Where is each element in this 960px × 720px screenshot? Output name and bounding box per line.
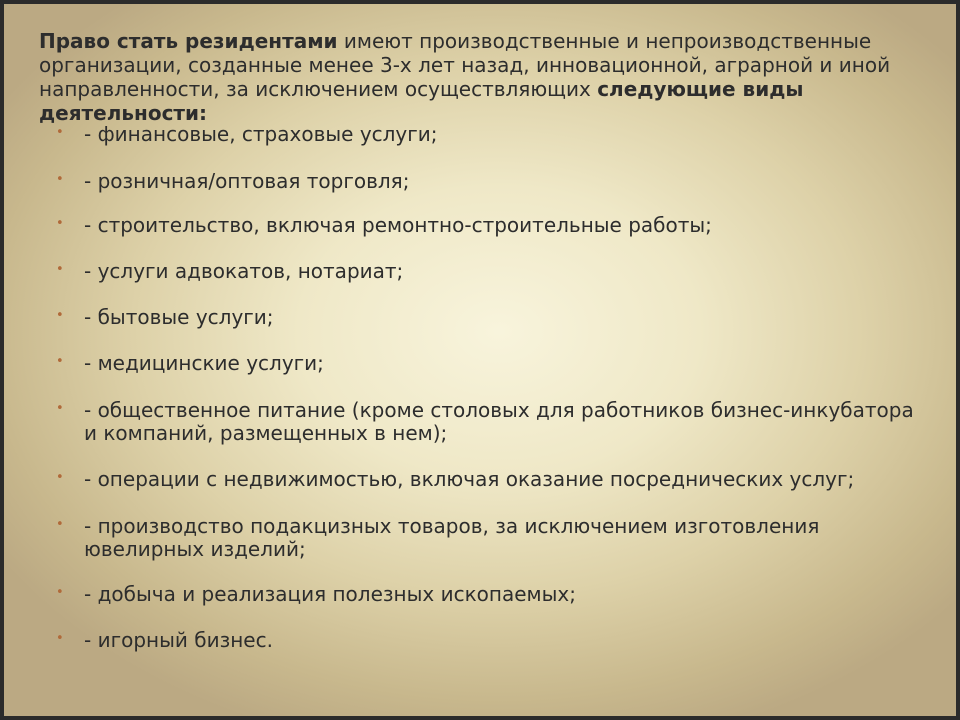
bullet-icon: •	[56, 401, 64, 416]
intro-bold-subject: Право стать резидентами	[39, 29, 338, 53]
bullet-icon: •	[56, 262, 64, 277]
bullet-icon: •	[56, 631, 64, 646]
intro-body-text: имеют производственные и непроизводственные организации, созданные менее 3-х лет назад, инновационной, аграрной и иной направленности, за исключением осуществляющих	[39, 29, 891, 101]
bullet-icon: •	[56, 585, 64, 600]
list-item-text: - добыча и реализация полезных ископаемых;	[84, 582, 576, 606]
list-item-text: - операции с недвижимостью, включая оказание посреднических услуг;	[84, 467, 855, 491]
bullet-icon: •	[56, 172, 64, 187]
slide	[4, 4, 956, 716]
bullet-icon: •	[56, 470, 64, 485]
list-item-text: - медицинские услуги;	[84, 351, 324, 375]
list-item-text: - бытовые услуги;	[84, 305, 274, 329]
bullet-icon: •	[56, 308, 64, 323]
list-item-text: - игорный бизнес.	[84, 628, 273, 652]
list-item-text: - услуги адвокатов, нотариат;	[84, 259, 404, 283]
list-item-text: - общественное питание (кроме столовых для работников бизнес-инкубатора и компаний, размещенных в нем);	[84, 398, 914, 445]
excluded-activities-list	[4, 4, 956, 716]
bullet-icon: •	[56, 517, 64, 532]
list-item-text: - производство подакцизных товаров, за исключением изготовления ювелирных изделий;	[84, 514, 820, 561]
bullet-icon: •	[56, 354, 64, 369]
intro-bold-activities: следующие виды деятельности:	[39, 77, 804, 125]
list-item-text: - финансовые, страховые услуги;	[84, 122, 438, 146]
list-item-text: - розничная/оптовая торговля;	[84, 169, 410, 193]
list-item-text: - строительство, включая ремонтно-строительные работы;	[84, 213, 712, 237]
bullet-icon: •	[56, 125, 64, 140]
bullet-icon: •	[56, 216, 64, 231]
